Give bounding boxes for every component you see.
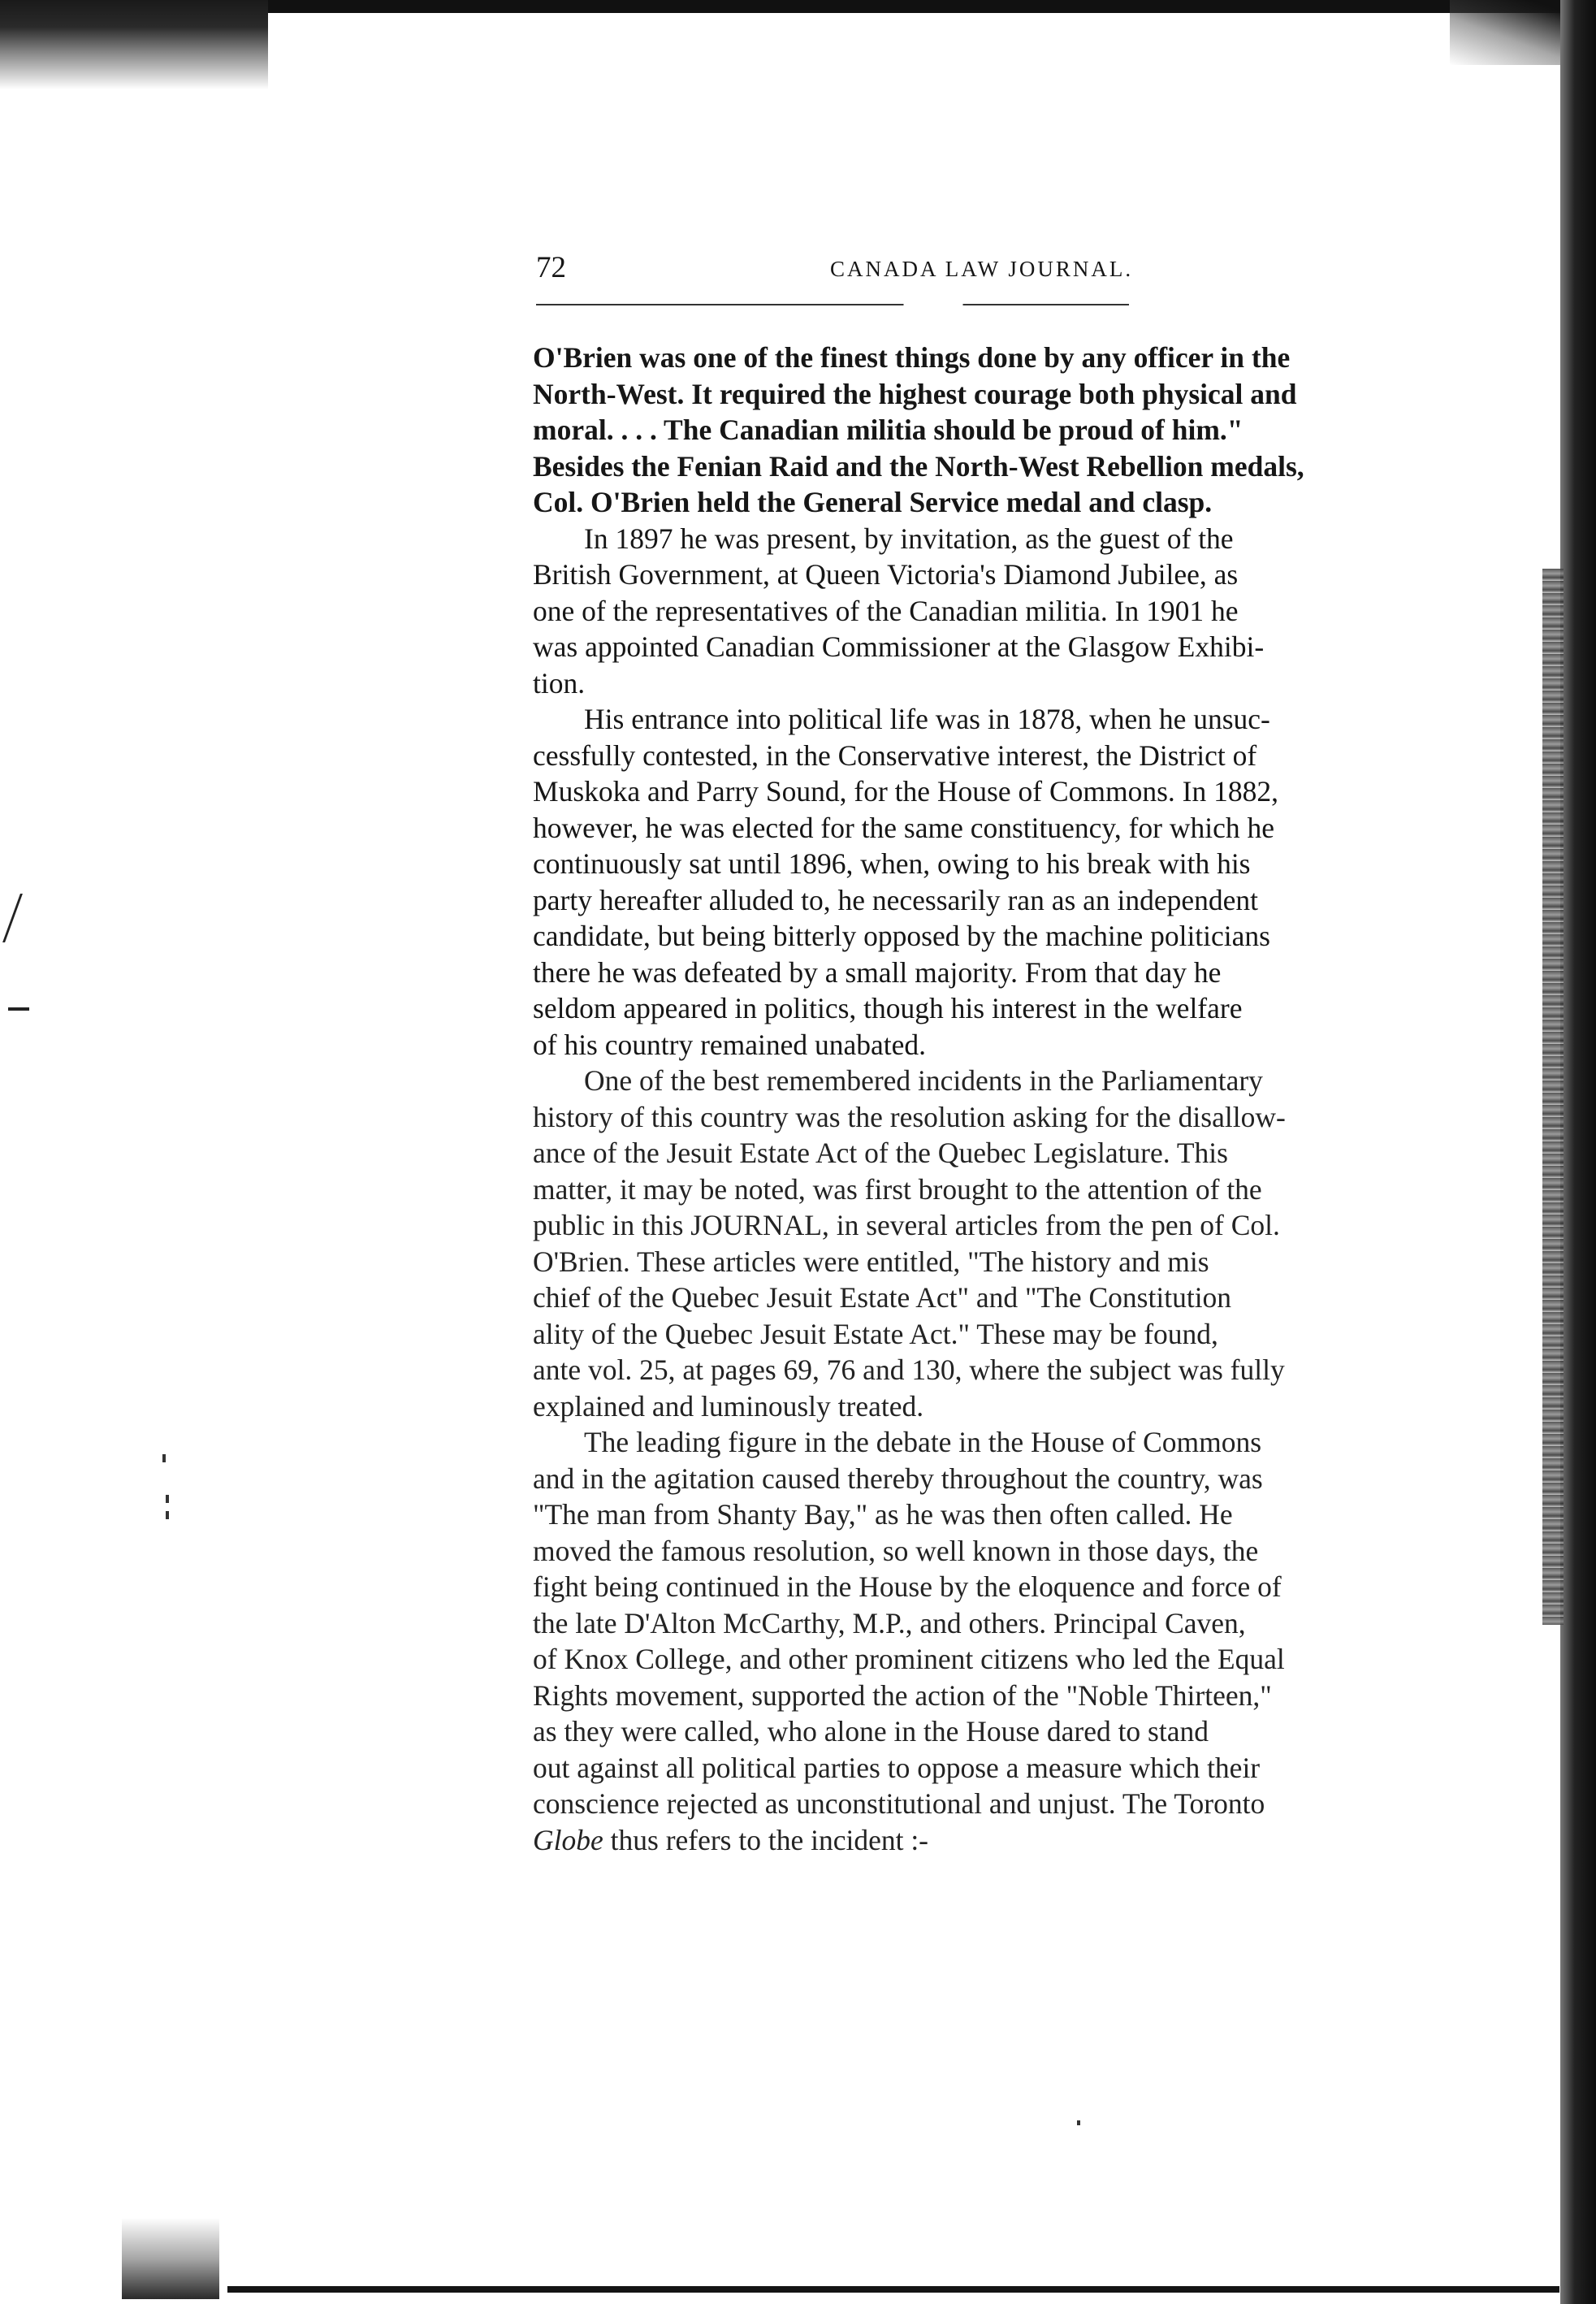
- text-line: matter, it may be noted, was first brought to the attention of the: [533, 1172, 1262, 1206]
- text-line: was appointed Canadian Commissioner at the Glasgow Exhibi-: [533, 630, 1265, 663]
- scan-bottom-shadow: [122, 2218, 219, 2299]
- scan-left-mark: [2, 894, 31, 942]
- text-line: however, he was elected for the same constituency, for which he: [533, 811, 1274, 844]
- text-line: party hereafter alluded to, he necessarily ran as an independent: [533, 883, 1259, 916]
- text-line: public in this JOURNAL, in several articles from the pen of Col.: [533, 1209, 1280, 1241]
- article-body: [533, 340, 1467, 1858]
- text-line: ality of the Quebec Jesuit Estate Act." These may be found,: [533, 1317, 1218, 1350]
- text-line: continuously sat until 1896, when, owing to his break with his: [533, 847, 1251, 880]
- scan-speck: [1077, 2120, 1080, 2125]
- text-line: One of the best remembered incidents in the Parliamentary: [584, 1064, 1263, 1097]
- text-line: O'Brien was one of the finest things done by any officer in the: [533, 341, 1291, 374]
- text-line: Besides the Fenian Raid and the North-West Rebellion medals,: [533, 449, 1304, 483]
- page-number: 72: [536, 251, 566, 284]
- text-line: of Knox College, and other prominent citizens who led the Equal: [533, 1643, 1285, 1675]
- header-rule: [536, 304, 1129, 305]
- text-line: moved the famous resolution, so well known in those days, the: [533, 1534, 1259, 1567]
- scan-speck: [162, 1454, 166, 1462]
- text-line: chief of the Quebec Jesuit Estate Act" and "The Constitution: [533, 1281, 1232, 1314]
- text-line: Col. O'Brien held the General Service medal and clasp.: [533, 486, 1213, 518]
- paragraph: [533, 1424, 1467, 1858]
- text-line: the late D'Alton McCarthy, M.P., and others. Principal Caven,: [533, 1606, 1246, 1639]
- text-line: fight being continued in the House by the eloquence and force of: [533, 1570, 1282, 1603]
- scan-left-mark: [8, 1007, 29, 1011]
- text-line: In 1897 he was present, by invitation, as the guest of the: [584, 522, 1234, 555]
- text-line: ance of the Jesuit Estate Act of the Quebec Legislature. This: [533, 1137, 1228, 1169]
- text-line: there he was defeated by a small majority. From that day he: [533, 955, 1222, 989]
- text-line: candidate, but being bitterly opposed by the machine politicians: [533, 920, 1270, 952]
- scan-speck: [166, 1511, 169, 1519]
- scan-corner-shadow: [0, 0, 268, 89]
- text-line: one of the representatives of the Canadian militia. In 1901 he: [533, 594, 1239, 627]
- text-line: ante vol. 25, at pages 69, 76 and 130, where the subject was fully: [533, 1353, 1285, 1386]
- text-line: cessfully contested, in the Conservative interest, the District of: [533, 738, 1257, 772]
- text-line: The leading figure in the debate in the House of Commons: [584, 1426, 1262, 1458]
- text-line: as they were called, who alone in the House dared to stand: [533, 1715, 1209, 1747]
- text-line: of his country remained unabated.: [533, 1028, 927, 1061]
- text-line: "The man from Shanty Bay," as he was then often called. He: [533, 1498, 1233, 1531]
- text-line-rest: thus refers to the incident :-: [603, 1823, 929, 1856]
- text-line: O'Brien. These articles were entitled, "The history and mis: [533, 1245, 1209, 1278]
- text-line: moral. . . . The Canadian militia should be proud of him.": [533, 414, 1243, 446]
- text-line: and in the agitation caused thereby throughout the country, was: [533, 1462, 1263, 1495]
- text-line: Muskoka and Parry Sound, for the House of Commons. In 1882,: [533, 775, 1278, 808]
- newspaper-title: Globe: [533, 1823, 603, 1856]
- text-line: conscience rejected as unconstitutional and unjust. The Toronto: [533, 1787, 1265, 1820]
- scan-binding-texture: [1542, 569, 1564, 1625]
- scan-right-border: [1560, 0, 1596, 2304]
- text-line: seldom appeared in politics, though his interest in the welfare: [533, 992, 1243, 1024]
- page-header: [536, 252, 1186, 284]
- paragraph: [533, 1063, 1467, 1424]
- paragraph: [533, 701, 1467, 1063]
- text-line-last: [533, 1822, 1467, 1859]
- text-line: out against all political parties to oppose a measure which their: [533, 1751, 1261, 1784]
- text-line: North-West. It required the highest courage both physical and: [533, 377, 1297, 410]
- text-line: tion.: [533, 666, 586, 699]
- running-head: CANADA LAW JOURNAL.: [830, 257, 1134, 281]
- scan-speck: [166, 1495, 169, 1503]
- paragraph: [533, 340, 1467, 521]
- paragraph: [533, 521, 1467, 702]
- scan-bottom-border: [227, 2286, 1559, 2293]
- text-line: British Government, at Queen Victoria's Diamond Jubilee, as: [533, 558, 1239, 591]
- text-line: Rights movement, supported the action of the "Noble Thirteen,": [533, 1678, 1272, 1712]
- text-line: explained and luminously treated.: [533, 1389, 924, 1423]
- text-line: history of this country was the resolution asking for the disallow-: [533, 1100, 1286, 1133]
- text-line: His entrance into political life was in 1878, when he unsuc-: [584, 703, 1270, 735]
